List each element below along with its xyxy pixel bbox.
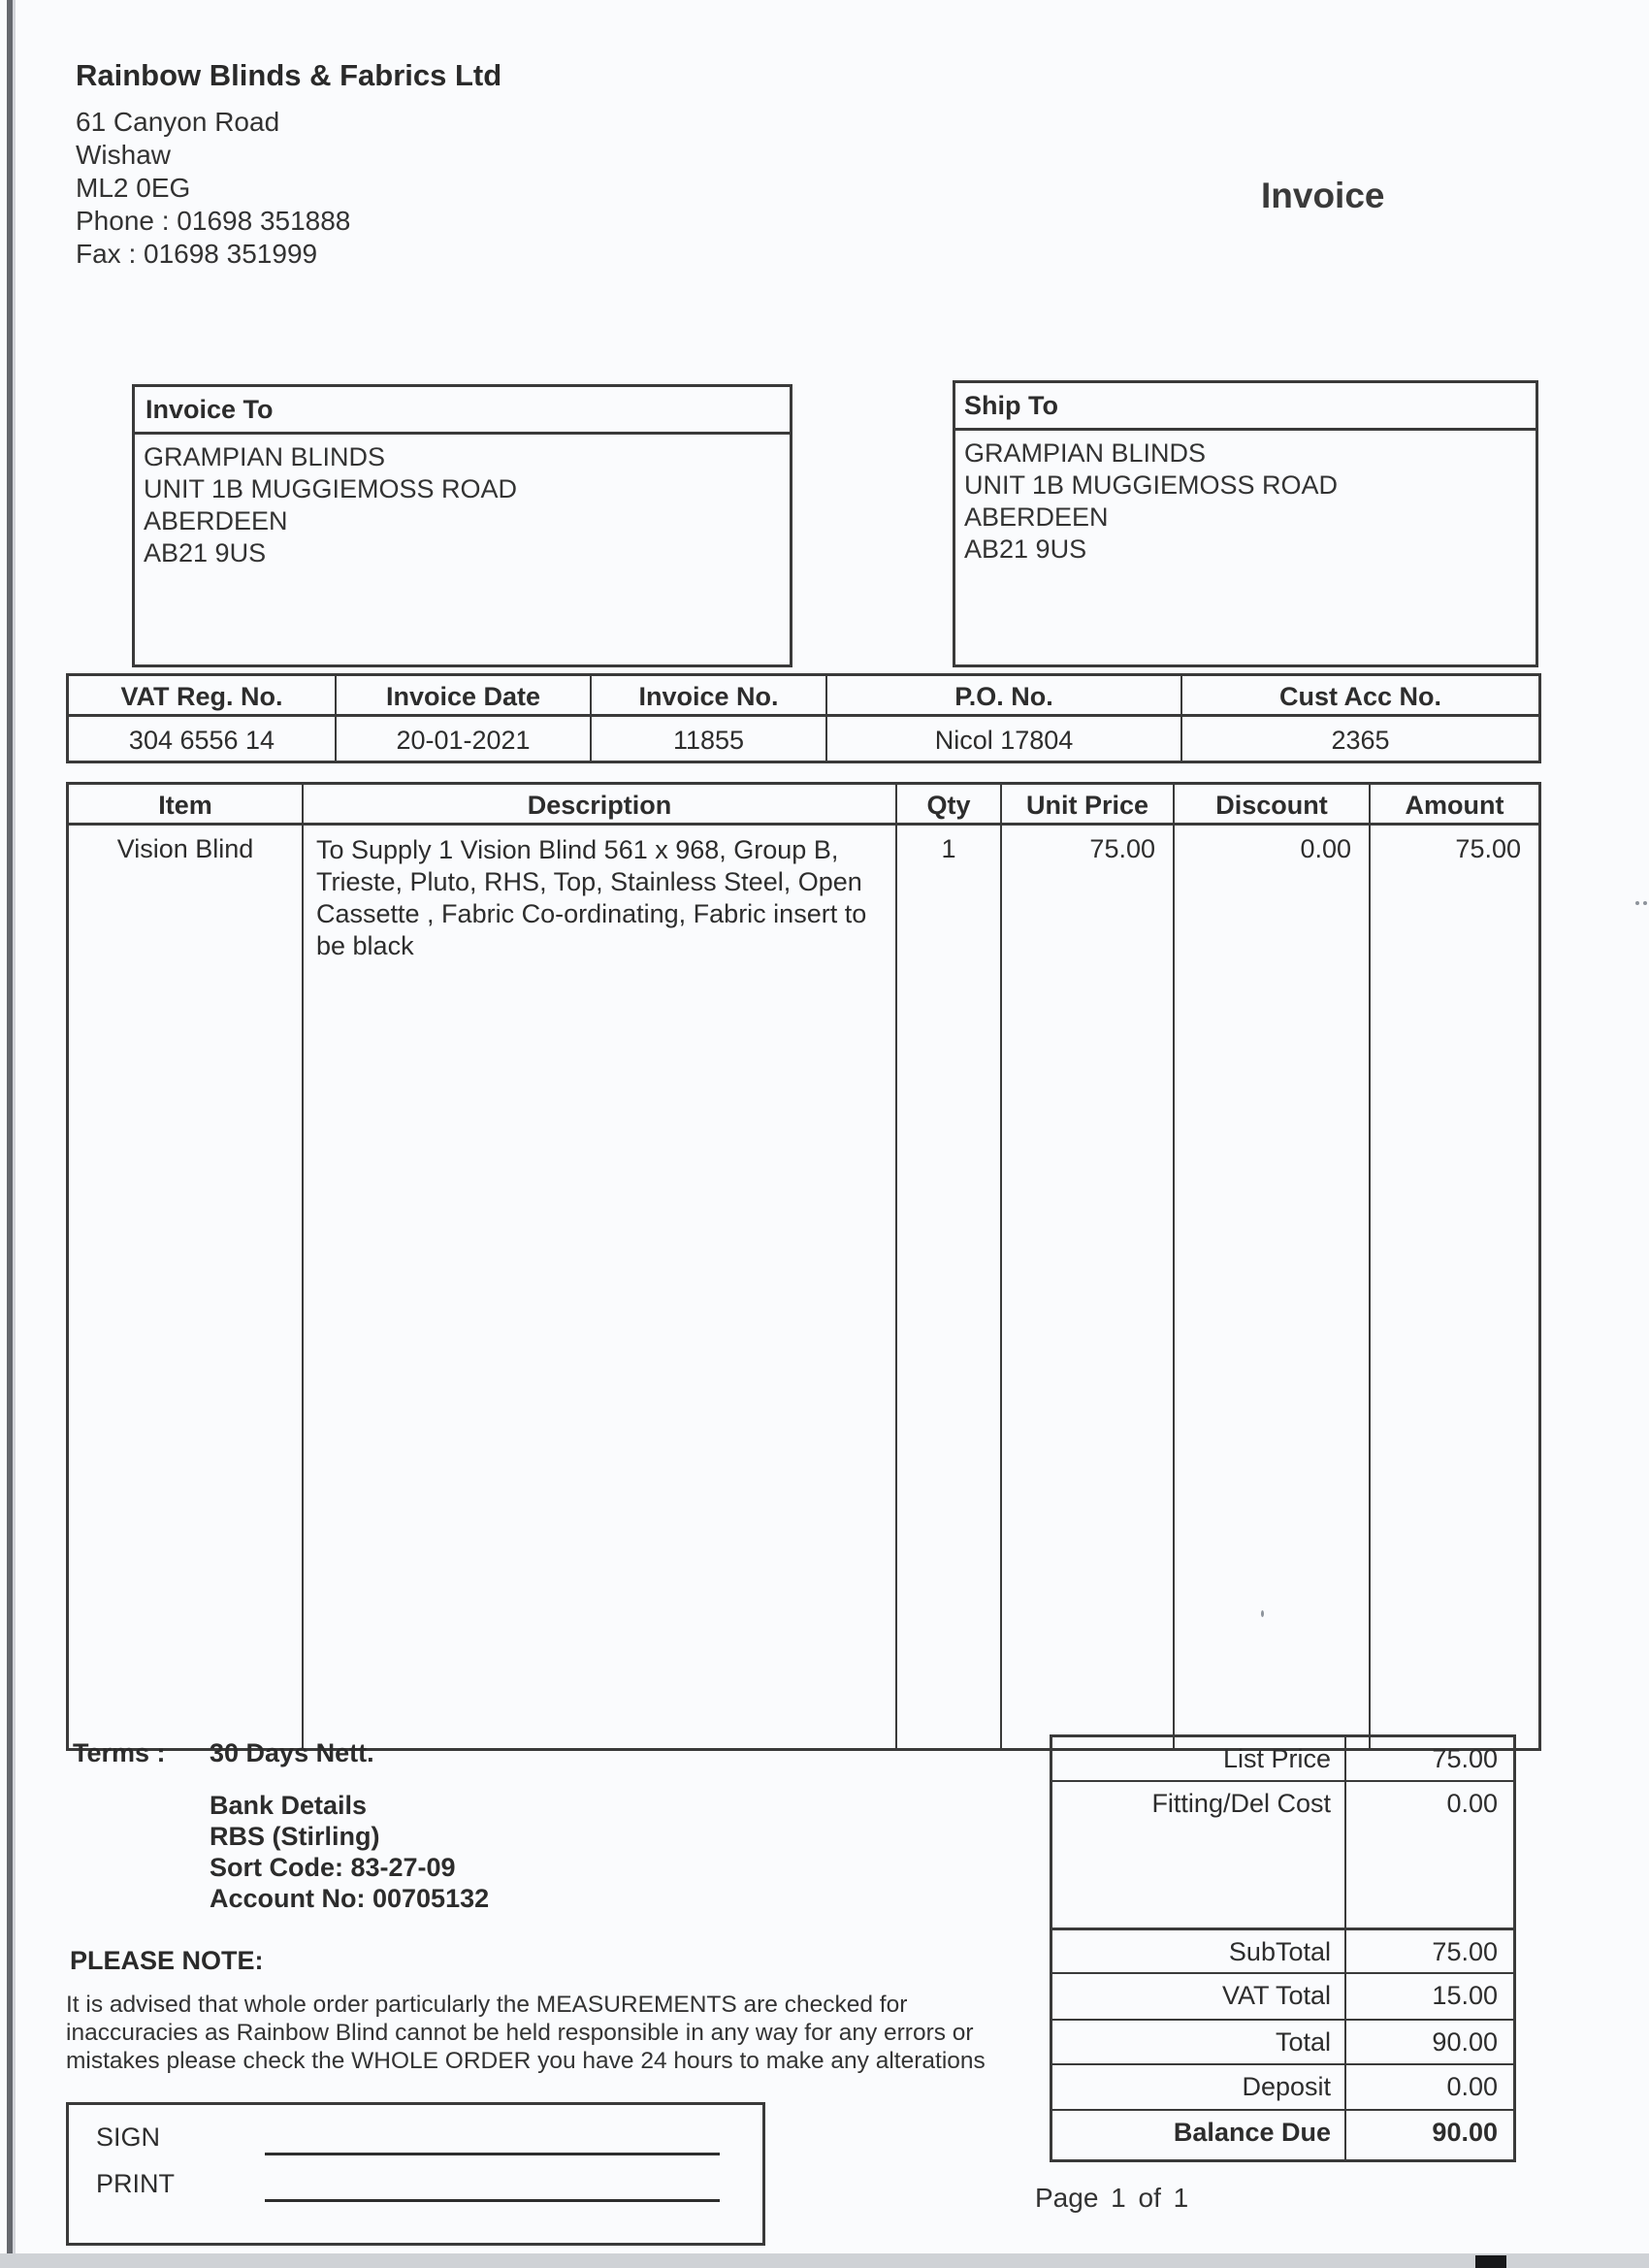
totals-label-total: Total [1052,2019,1346,2063]
totals-value-fitting-del-cost: 0.00 [1346,1780,1513,1928]
totals-label-balance-due: Balance Due [1052,2109,1346,2159]
items-header-qty: Qty [897,785,1002,826]
scan-speck-artifact [1643,901,1647,905]
meta-value-po-no: Nicol 17804 [827,717,1182,761]
meta-value-invoice-no: 11855 [592,717,827,761]
totals-value-deposit: 0.00 [1346,2063,1513,2109]
item-cell-discount: 0.00 [1175,826,1371,1748]
sign-label: SIGN [96,2122,161,2152]
item-cell-name: Vision Blind [69,826,304,1748]
ship-to-line: UNIT 1B MUGGIEMOSS ROAD [964,470,1339,500]
meta-header-vat-reg-no: VAT Reg. No. [69,676,337,717]
totals-label-vat-total: VAT Total [1052,1972,1346,2019]
document-title: Invoice [1261,176,1385,215]
item-cell-qty: 1 [897,826,1002,1748]
ship-to-line: AB21 9US [964,535,1087,564]
meta-value-cust-acc-no: 2365 [1331,726,1390,755]
company-name: Rainbow Blinds & Fabrics Ltd [76,58,502,92]
totals-label-deposit: Deposit [1052,2063,1346,2109]
ship-to-line: GRAMPIAN BLINDS [964,438,1207,468]
sign-line [265,2153,720,2155]
items-header-unit-price: Unit Price [1002,785,1175,826]
scan-speck-artifact [1635,901,1639,905]
invoice-meta-table [66,673,1541,763]
invoice-to-address [135,435,790,569]
bank-details-line: RBS (Stirling) [210,1822,380,1851]
company-phone: Phone : 01698 351888 [76,206,351,236]
totals-value-total: 90.00 [1346,2019,1513,2063]
company-header [76,58,501,271]
scan-bottom-strip-artifact [0,2253,1649,2268]
invoice-to-line: GRAMPIAN BLINDS [144,442,386,471]
signature-box [66,2102,765,2246]
items-header-amount: Amount [1371,785,1538,826]
meta-header-cust-acc-no: Cust Acc No. [1182,676,1538,717]
ship-to-label: Ship To [955,383,1536,431]
meta-header-invoice-date: Invoice Date [337,676,592,717]
totals-label-subtotal: SubTotal [1052,1928,1346,1972]
bank-details-line: Sort Code: 83-27-09 [210,1853,456,1882]
company-address-line: Wishaw [76,140,172,170]
company-address-line: 61 Canyon Road [76,107,280,137]
bank-details [210,1790,489,1914]
invoice-to-label: Invoice To [135,387,790,435]
bank-details-line: Account No: 00705132 [210,1884,490,1913]
terms-value: 30 Days Nett. [210,1738,374,1767]
totals-value-subtotal: 75.00 [1346,1928,1513,1972]
print-line [265,2199,720,2202]
totals-value-list-price: 75.00 [1432,1744,1498,1773]
meta-value-vat-reg-no: 304 6556 14 [69,717,337,761]
item-cell-unit-price: 75.00 [1002,826,1175,1748]
please-note-text: It is advised that whole order particularly the MEASUREMENTS are checked for inaccuracies as Rainbow Blind cannot be held responsible in any way for any errors or mistakes please check the WHOLE ORDER you have 24 hours to make any alterations [66,1992,986,2074]
totals-value-vat-total: 15.00 [1346,1972,1513,2019]
meta-header-invoice-no: Invoice No. [592,676,827,717]
invoice-to-line: UNIT 1B MUGGIEMOSS ROAD [144,474,518,503]
meta-value-invoice-date: 20-01-2021 [337,717,592,761]
scan-bottom-dark-mark-artifact [1475,2255,1506,2268]
items-header-item: Item [69,785,304,826]
please-note-heading: PLEASE NOTE: [70,1946,264,1975]
line-items-table [66,782,1541,1751]
ship-to-address [955,431,1536,566]
scan-left-edge-artifact-2 [13,0,16,2268]
terms-label: Terms : [73,1738,166,1767]
terms-row [73,1738,374,1768]
ship-to-line: ABERDEEN [964,502,1109,532]
ship-to-box [953,380,1538,667]
print-label: PRINT [96,2169,175,2198]
totals-label-fitting-del-cost: Fitting/Del Cost [1052,1780,1346,1928]
totals-value-balance-due: 90.00 [1346,2109,1513,2159]
company-fax: Fax : 01698 351999 [76,239,318,269]
invoice-to-box [132,384,792,667]
item-cell-amount: 75.00 [1455,834,1521,863]
page-number: Page 1 of 1 [1035,2183,1189,2213]
items-header-description: Description [304,785,897,826]
totals-label-list-price: List Price [1052,1737,1346,1780]
invoice-to-line: AB21 9US [144,538,267,567]
company-address-line: ML2 0EG [76,173,191,203]
item-cell-description: To Supply 1 Vision Blind 561 x 968, Group B, Trieste, Pluto, RHS, Top, Stainless Steel, Open Cassette , Fabric Co-ordinating, Fabric insert to be black [304,826,897,1748]
totals-table [1050,1734,1516,2162]
company-address [76,106,501,271]
items-header-discount: Discount [1175,785,1371,826]
bank-details-heading: Bank Details [210,1791,368,1820]
invoice-to-line: ABERDEEN [144,506,288,535]
meta-header-po-no: P.O. No. [827,676,1182,717]
